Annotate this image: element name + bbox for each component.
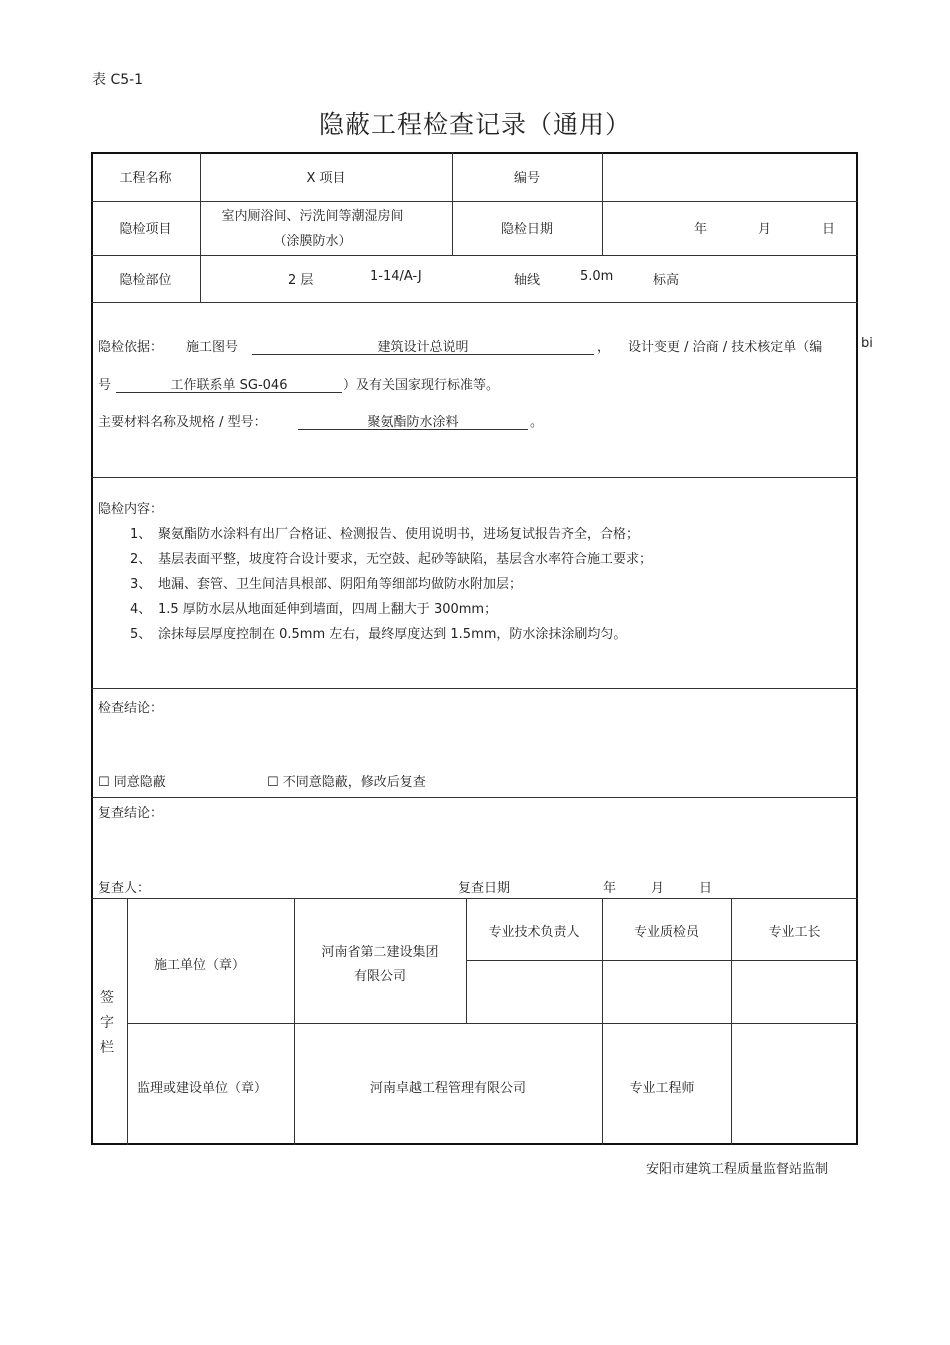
quality-inspector-label: 专业质检员: [633, 925, 699, 940]
axis-label: 轴线: [514, 273, 541, 288]
standard-text: ）及有关国家现行标准等。: [343, 378, 500, 393]
content-item-text: 地漏、套管、卫生间洁具根部、阴阳角等细部均做防水附加层；: [158, 577, 523, 592]
col-divider: [127, 898, 128, 1145]
location-label: 隐检部位: [119, 273, 172, 288]
item-value-line1: 室内厕浴间、污洗间等潮湿房间: [221, 209, 404, 224]
row-divider: [91, 477, 858, 478]
recheck-month: 月: [651, 881, 665, 896]
floor-value: 2 层: [288, 273, 314, 288]
content-item-num: 4、: [130, 602, 152, 617]
number-prefix: 号: [98, 378, 112, 393]
content-item-text: 聚氨酯防水涂料有出厂合格证、检测报告、使用说明书，进场复试报告齐全，合格；: [158, 527, 640, 542]
signature-char: 签: [100, 990, 114, 1006]
number-label: 编号: [513, 171, 540, 186]
content-item-text: 涂抹每层厚度控制在 0.5mm 左右，最终厚度达到 1.5mm，防水涂抹涂刷均匀。: [158, 627, 627, 642]
content-item-num: 5、: [130, 627, 152, 642]
signature-char: 字: [100, 1015, 114, 1031]
form-title: 隐蔽工程检查记录（通用）: [318, 110, 631, 139]
drawing-label: 施工图号: [186, 340, 239, 355]
material-period: 。: [530, 415, 544, 430]
grid-value: 1-14/A-J: [370, 269, 422, 284]
col-divider: [602, 152, 603, 255]
row-divider: [91, 797, 858, 798]
row-divider: [91, 688, 858, 689]
tech-head-label: 专业技术负责人: [488, 925, 580, 940]
col-divider: [294, 898, 295, 1145]
project-name-value: X 项目: [306, 171, 346, 186]
date-label: 隐检日期: [500, 222, 553, 237]
engineer-label: 专业工程师: [629, 1081, 695, 1096]
inspection-form-table: [91, 152, 858, 1145]
signature-column-label: [97, 986, 117, 1061]
date-year: 年: [694, 222, 708, 237]
signature-char: 栏: [100, 1040, 114, 1056]
elevation-label: 标高: [653, 273, 680, 288]
content-item-num: 3、: [130, 577, 152, 592]
content-item-num: 1、: [130, 527, 152, 542]
supervisor-name: 河南卓越工程管理有限公司: [369, 1081, 526, 1096]
material-label: 主要材料名称及规格 / 型号：: [98, 415, 267, 430]
row-divider: [91, 255, 858, 256]
col-divider: [466, 898, 467, 1023]
item-label: 隐检项目: [119, 222, 172, 237]
footer-note: 安阳市建筑工程质量监督站监制: [646, 1162, 829, 1177]
contractor-name-line2: 有限公司: [353, 969, 406, 984]
content-item-text: 基层表面平整，坡度符合设计要求，无空鼓、起砂等缺陷，基层含水率符合施工要求；: [158, 552, 653, 567]
recheck-label: 复查结论：: [98, 806, 164, 821]
agree-checkbox[interactable]: ☐ 同意隐蔽: [98, 775, 166, 790]
project-name-label: 工程名称: [119, 171, 172, 186]
basis-comma: ，: [597, 340, 611, 355]
content-item-num: 2、: [130, 552, 152, 567]
row-divider: [127, 1023, 858, 1024]
date-month: 月: [758, 222, 772, 237]
contractor-label: 施工单位（章）: [153, 958, 245, 973]
conclusion-label: 检查结论：: [98, 701, 164, 716]
stray-text: bi: [861, 336, 873, 351]
recheck-day: 日: [699, 881, 713, 896]
foreman-label: 专业工长: [768, 925, 821, 940]
form-code: 表 C5-1: [92, 72, 144, 88]
recheck-date-label: 复查日期: [458, 881, 511, 896]
basis-label: 隐检依据：: [98, 340, 164, 355]
elevation-value: 5.0m: [580, 269, 614, 284]
row-divider: [91, 898, 858, 899]
recheck-person-label: 复查人：: [98, 881, 151, 896]
content-label: 隐检内容：: [98, 502, 164, 517]
supervisor-label: 监理或建设单位（章）: [136, 1081, 267, 1096]
drawing-value: 建筑设计总说明: [252, 336, 594, 355]
disagree-checkbox[interactable]: ☐ 不同意隐蔽，修改后复查: [267, 775, 426, 790]
item-value-line2: （涂膜防水）: [273, 234, 352, 249]
change-label: 设计变更 / 洽商 / 技术核定单（编: [628, 340, 823, 355]
row-divider: [91, 302, 858, 303]
recheck-year: 年: [603, 881, 617, 896]
date-day: 日: [822, 222, 836, 237]
basis-number-value: 工作联系单 SG-046: [116, 374, 342, 393]
row-divider: [91, 201, 858, 202]
content-item-text: 1.5 厚防水层从地面延伸到墙面，四周上翻大于 300mm；: [158, 602, 498, 617]
material-value: 聚氨酯防水涂料: [298, 411, 528, 430]
contractor-name-line1: 河南省第二建设集团: [321, 945, 439, 960]
row-divider: [466, 960, 858, 961]
